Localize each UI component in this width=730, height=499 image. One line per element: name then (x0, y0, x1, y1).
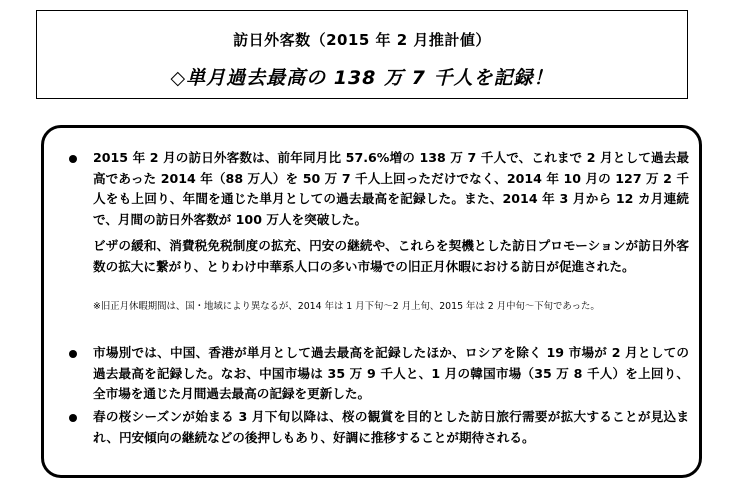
bullet-icon (69, 350, 77, 358)
bullet-icon (69, 414, 77, 422)
report-subtitle: 訪日外客数（2015 年 2 月推計値） (233, 31, 491, 49)
paragraph-outlook: 春の桜シーズンが始まる 3 月下旬以降は、桜の観賞を目的とした訪日旅行需要が拡大することが見込まれ、円安傾向の継続などの後押しもあり、好調に推移することが期待される。 (93, 409, 689, 445)
title-box (36, 10, 688, 99)
headline: ◇単月過去最高の 138 万 7 千人を記録！ (170, 67, 554, 89)
paragraph-factors: ビザの緩和、消費税免税制度の拡充、円安の継続や、これらを契機とした訪日プロモーションが訪日外客数の拡大に繋がり、とりわけ中華系人口の多い市場での旧正月休暇における訪日が促進された。 (93, 238, 689, 274)
bullet-icon (69, 155, 77, 163)
paragraph-markets: 市場別では、中国、香港が単月として過去最高を記録したほか、ロシアを除く 19 市場が 2 月としての過去最高を記録した。なお、中国市場は 35 万 9 千人と、1 月の韓国市場（35 万 8 千人）を上回り、全市場を通じた月間過去最高の記録を更新した。 (93, 345, 689, 402)
paragraph-record: 2015 年 2 月の訪日外客数は、前年同月比 57.6%増の 138 万 7 千人で、これまで 2 月として過去最高であった 2014 年（88 万人）を 50 万 7 千人上回っただけでなく、2014 年 10 月の 127 万 2 千人をも上回り、年間を通じた単月としての過去最高を記録した。また、2014 年 3 月から 12 カ月連続で、月間の訪日外客数が 100 万人を突破した。 (93, 150, 689, 228)
summary-box (41, 125, 702, 478)
footnote-lunar-new-year: ※旧正月休暇期間は、国・地域により異なるが、2014 年は 1 月下旬～2 月上旬、2015 年は 2 月中旬～下旬であった。 (93, 301, 600, 312)
